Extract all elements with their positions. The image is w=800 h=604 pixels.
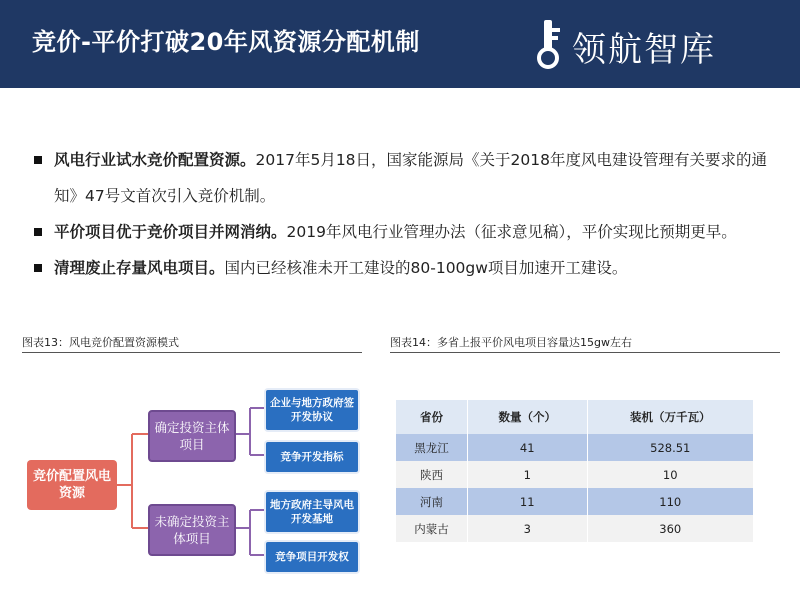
diagram-leaf-node: 竞争项目开发权 xyxy=(264,540,360,574)
diagram-leaf-node: 地方政府主导风电开发基地 xyxy=(264,490,360,534)
diagram-root-node: 竞价配置风电资源 xyxy=(27,460,117,510)
bullet-text: 国内已经核准未开工建设的80-100gw项目加速开工建设。 xyxy=(224,259,628,277)
table-row xyxy=(396,515,754,542)
table-row xyxy=(396,434,754,461)
table-cell: 陕西 xyxy=(396,461,468,488)
bullet-bold: 平价项目优于竞价项目并网消纳。 xyxy=(54,223,287,241)
page-title: 竞价-平价打破20年风资源分配机制 xyxy=(32,28,420,56)
figure13-caption: 图表13：风电竞价配置资源模式 xyxy=(22,336,179,349)
table-cell: 1 xyxy=(468,461,588,488)
figure14-caption: 图表14：多省上报平价风电项目容量达15gw左右 xyxy=(390,336,632,349)
table-row xyxy=(396,461,754,488)
diagram-branch-node: 确定投资主体项目 xyxy=(148,410,236,462)
column-header: 装机（万千瓦） xyxy=(587,400,754,434)
table-cell: 3 xyxy=(468,515,588,542)
capacity-table xyxy=(396,400,754,542)
table-cell: 41 xyxy=(468,434,588,461)
table-cell: 110 xyxy=(587,488,754,515)
bullet-bold: 风电行业试水竞价配置资源。 xyxy=(54,151,256,169)
bullet-text: 2017年5月18日，国家能源局《关于2018年度风电建设管理有关要求的通知》47号文首次引入竞价机制。 xyxy=(54,151,767,205)
column-header: 数量（个） xyxy=(468,400,588,434)
table-header-row xyxy=(396,400,754,434)
table-cell: 360 xyxy=(587,515,754,542)
table-cell: 11 xyxy=(468,488,588,515)
column-header: 省份 xyxy=(396,400,468,434)
bullet-bold: 清理废止存量风电项目。 xyxy=(54,259,225,277)
diagram-leaf-node: 企业与地方政府签开发协议 xyxy=(264,388,360,432)
table-cell: 黑龙江 xyxy=(396,434,468,461)
logo-text: 领航智库 xyxy=(572,30,716,70)
table-cell: 528.51 xyxy=(587,434,754,461)
table-row xyxy=(396,488,754,515)
bullet-text: 2019年风电行业管理办法（征求意见稿），平价实现比预期更早。 xyxy=(286,223,737,241)
table-cell: 内蒙古 xyxy=(396,515,468,542)
diagram-branch-node: 未确定投资主体项目 xyxy=(148,504,236,556)
table-cell: 河南 xyxy=(396,488,468,515)
diagram-leaf-node: 竞争开发指标 xyxy=(264,440,360,474)
table-cell: 10 xyxy=(587,461,754,488)
